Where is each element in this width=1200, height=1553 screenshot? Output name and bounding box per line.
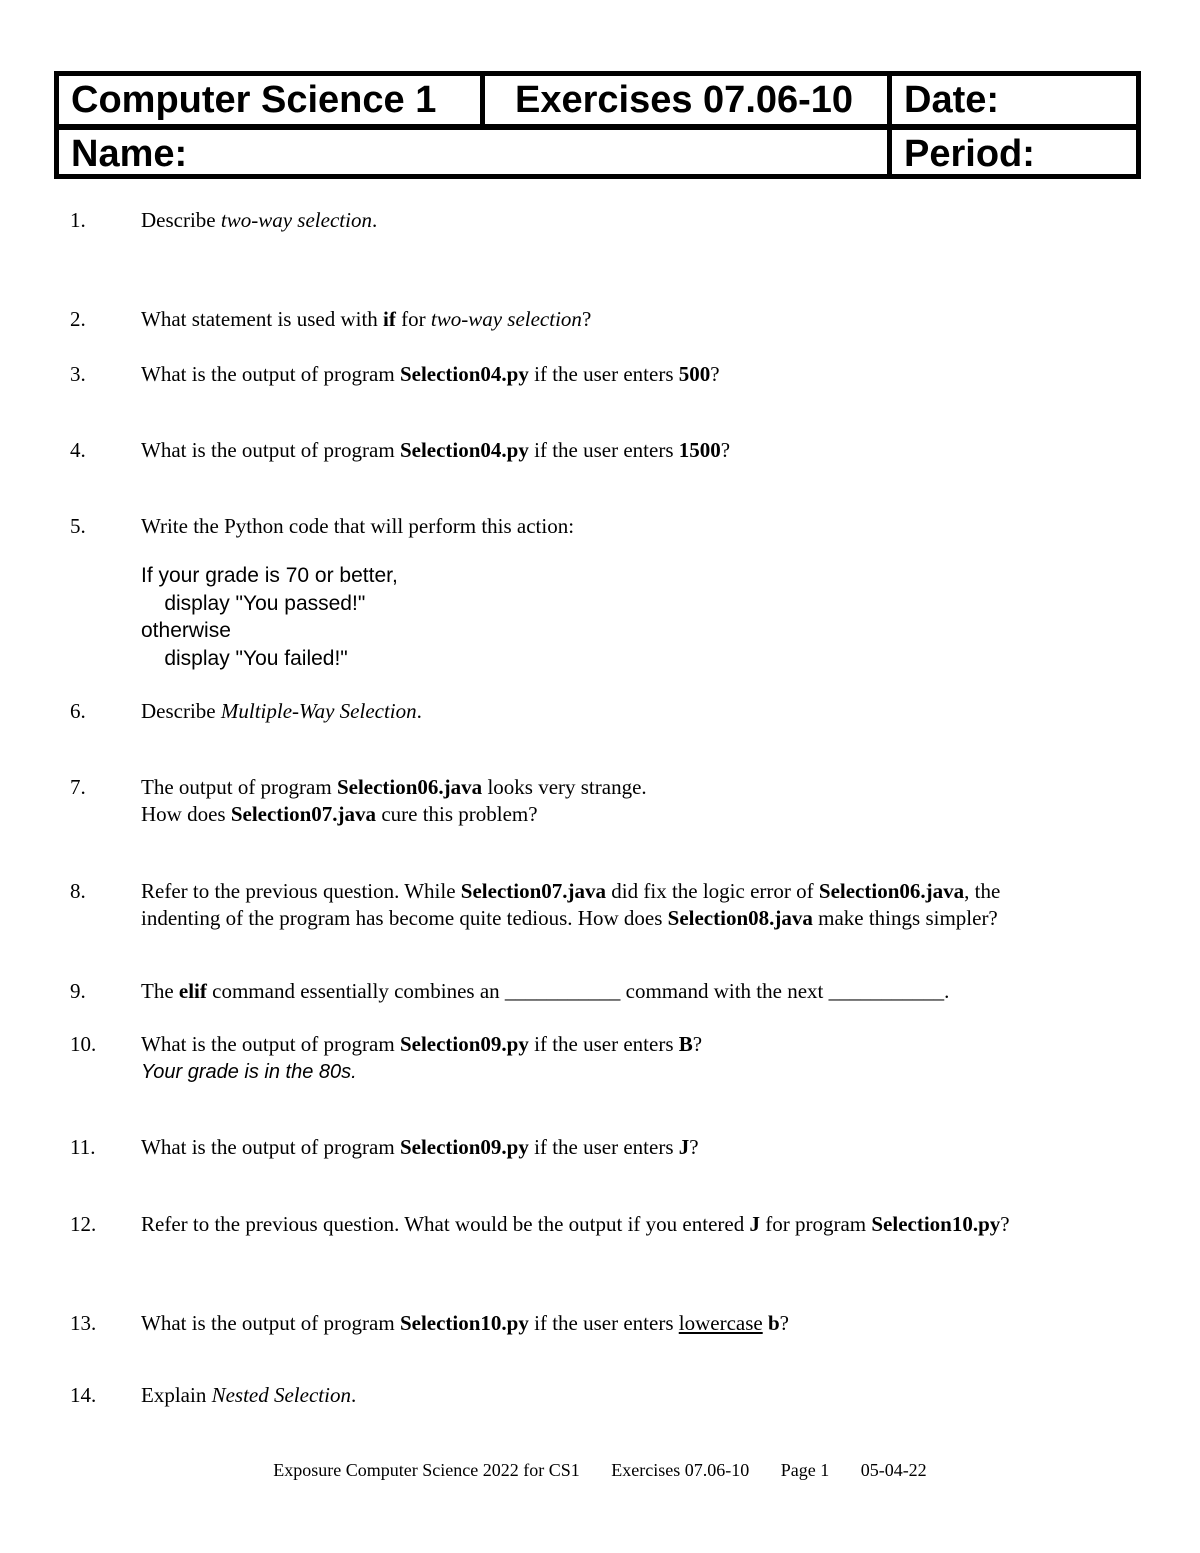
question-number: 12. (70, 1212, 97, 1236)
question-text: What is the output of program Selection09.py if the user enters B? Your grade is in the 80s. (141, 1032, 703, 1083)
question-number: 9. (70, 979, 86, 1003)
question-text: Describe Multiple-Way Selection. (141, 699, 422, 723)
answer-text: Your grade is in the 80s. (141, 1061, 357, 1083)
pseudocode-line: otherwise (141, 619, 231, 642)
question-number: 3. (70, 362, 86, 386)
header-table (54, 71, 1141, 179)
question-text: Describe two-way selection. (141, 208, 378, 232)
question-number: 1. (70, 208, 86, 232)
question-text: What is the output of program Selection04.py if the user enters 500? (141, 362, 720, 386)
course-title: Computer Science 1 (71, 79, 437, 121)
period-field[interactable]: Period: (904, 133, 1035, 175)
pseudocode-line: display "You failed!" (141, 646, 348, 670)
question-number: 4. (70, 438, 86, 462)
question-number: 10. (70, 1032, 97, 1056)
question-text: What is the output of program Selection04.py if the user enters 1500? (141, 438, 731, 462)
question-text: Write the Python code that will perform this action: (141, 514, 575, 538)
question-text: What is the output of program Selection10.py if the user enters lowercase b? (141, 1311, 789, 1335)
question-text: The output of program Selection06.java looks very strange. How does Selection07.java cure this problem? (141, 775, 647, 826)
pseudocode-line: display "You passed!" (141, 591, 366, 615)
assignment-title: Exercises 07.06-10 (515, 79, 854, 121)
pseudocode-block (141, 562, 398, 672)
pseudocode-line: If your grade is 70 or better, (141, 564, 398, 587)
question-number: 6. (70, 699, 86, 723)
question-number: 8. (70, 879, 86, 903)
question-number: 5. (70, 514, 86, 538)
page-footer: Exposure Computer Science 2022 for CS1 Exercises 07.06-10 Page 1 05-04-22 (273, 1460, 927, 1480)
question-number: 2. (70, 307, 86, 331)
date-field[interactable]: Date: (904, 79, 1000, 121)
name-field[interactable]: Name: (71, 133, 188, 175)
question-number: 7. (70, 775, 86, 799)
question-text: Refer to the previous question. What would be the output if you entered J for program Selection10.py? (141, 1212, 1010, 1236)
question-number: 13. (70, 1311, 97, 1335)
question-text: The elif command essentially combines an ___________ command with the next ___________. (141, 979, 950, 1003)
question-text: Refer to the previous question. While Selection07.java did fix the logic error of Selection06.java, the indenting of the program has become quite tedious. How does Selection08.java make things simpler? (141, 879, 1001, 930)
question-text: What statement is used with if for two-way selection? (141, 307, 592, 331)
question-text: Explain Nested Selection. (141, 1383, 357, 1407)
question-number: 11. (70, 1135, 96, 1159)
question-number: 14. (70, 1383, 97, 1407)
question-text: What is the output of program Selection09.py if the user enters J? (141, 1135, 699, 1159)
